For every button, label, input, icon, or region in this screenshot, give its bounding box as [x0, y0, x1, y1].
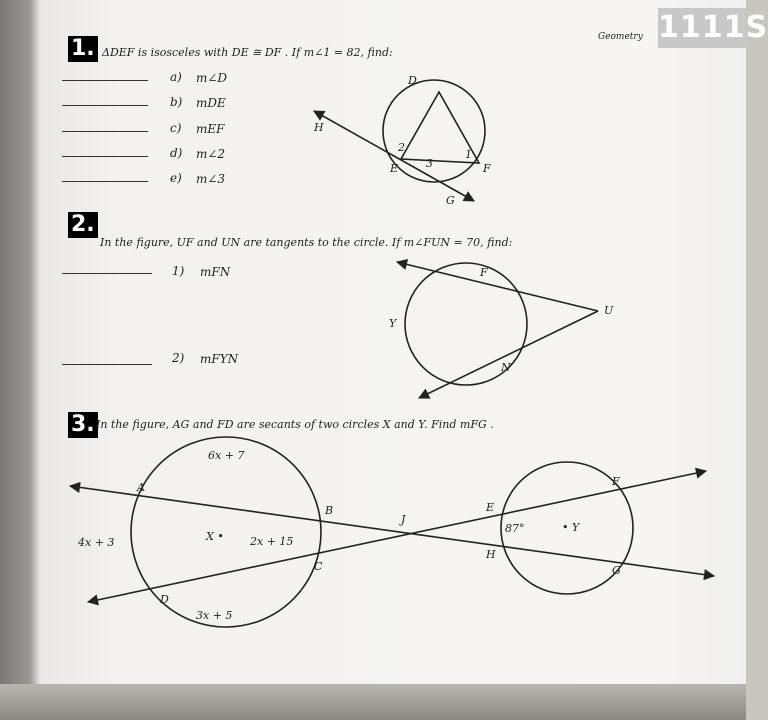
item-1a-letter: a): [170, 70, 182, 84]
fig1-angle-3: 3: [426, 157, 433, 170]
item-1e-letter: e): [170, 171, 182, 185]
page-bottom-shadow: [0, 684, 746, 720]
fig3-label-E: E: [486, 501, 495, 514]
fig3-label-Y: • Y: [562, 521, 580, 534]
problem-3-number: 3.: [68, 412, 98, 438]
item-1d-letter: d): [170, 146, 183, 160]
fig3-label-F: F: [612, 475, 620, 488]
item-1d-text: m∠2: [196, 147, 226, 161]
subject-header: Geometry: [598, 32, 643, 42]
fig3-label-B: B: [325, 504, 334, 517]
fig1-label-H: H: [314, 121, 324, 134]
item-1b-text: mDE: [196, 96, 226, 110]
fig2-label-N: N: [501, 361, 511, 374]
fig3-arc-bottom: 3x + 5: [196, 609, 233, 622]
problem-2-number: 2.: [68, 212, 98, 238]
fig3-label-A: A: [137, 481, 145, 494]
fig2-label-U: U: [604, 304, 614, 317]
fig3-label-X: X •: [206, 530, 224, 543]
item-1c-text: mEF: [196, 122, 225, 136]
fig2-tangent-uf: [397, 262, 598, 311]
fig3-arc-eh: 87°: [505, 522, 525, 535]
fig3-secant-fd: [88, 471, 706, 602]
fig2-label-F: F: [480, 266, 488, 279]
fig3-label-J: J: [401, 513, 406, 526]
fig3-label-C: C: [314, 560, 323, 573]
problem-2-statement: In the figure, UF and UN are tangents to the circle. If m∠FUN = 70, find:: [100, 236, 513, 249]
item-1c-letter: c): [170, 121, 182, 135]
item-2-1-text: mFN: [200, 265, 231, 279]
item-1e-text: m∠3: [196, 172, 226, 186]
fig2-label-Y: Y: [389, 317, 397, 330]
fig2-tangent-un: [419, 311, 598, 398]
fig1-secant-hg: [314, 111, 474, 201]
item-1b-letter: b): [170, 95, 183, 109]
fig3-arc-left: 4x + 3: [78, 536, 115, 549]
fig1-angle-1: 1: [465, 148, 472, 161]
fig1-label-F: F: [483, 162, 491, 175]
item-1a-text: m∠D: [196, 71, 228, 85]
fig3-arc-top: 6x + 7: [208, 449, 245, 462]
item-2-1-letter: 1): [172, 264, 185, 278]
fig3-arc-inner: 2x + 15: [250, 535, 294, 548]
fig1-label-E: E: [390, 162, 399, 175]
fig3-label-H: H: [486, 548, 496, 561]
watermark-badge: 1111S: [658, 8, 746, 48]
problem-1-number: 1.: [68, 36, 98, 62]
item-2-2-letter: 2): [172, 351, 185, 365]
problem-1-statement: ΔDEF is isosceles with DE ≅ DF . If m∠1 = 82, find:: [102, 46, 393, 59]
fig3-secant-ag: [70, 486, 714, 576]
fig1-label-G: G: [446, 194, 455, 207]
fig1-circle: [383, 80, 485, 182]
figure-2-tangents: [397, 262, 598, 398]
fig3-label-D: D: [160, 593, 169, 606]
fig1-angle-2: 2: [398, 141, 405, 154]
item-2-2-text: mFYN: [200, 352, 239, 366]
fig1-label-D: D: [408, 74, 417, 87]
problem-3-statement: In the figure, AG and FD are secants of two circles X and Y. Find mFG .: [96, 418, 494, 431]
fig3-label-G: G: [612, 564, 621, 577]
